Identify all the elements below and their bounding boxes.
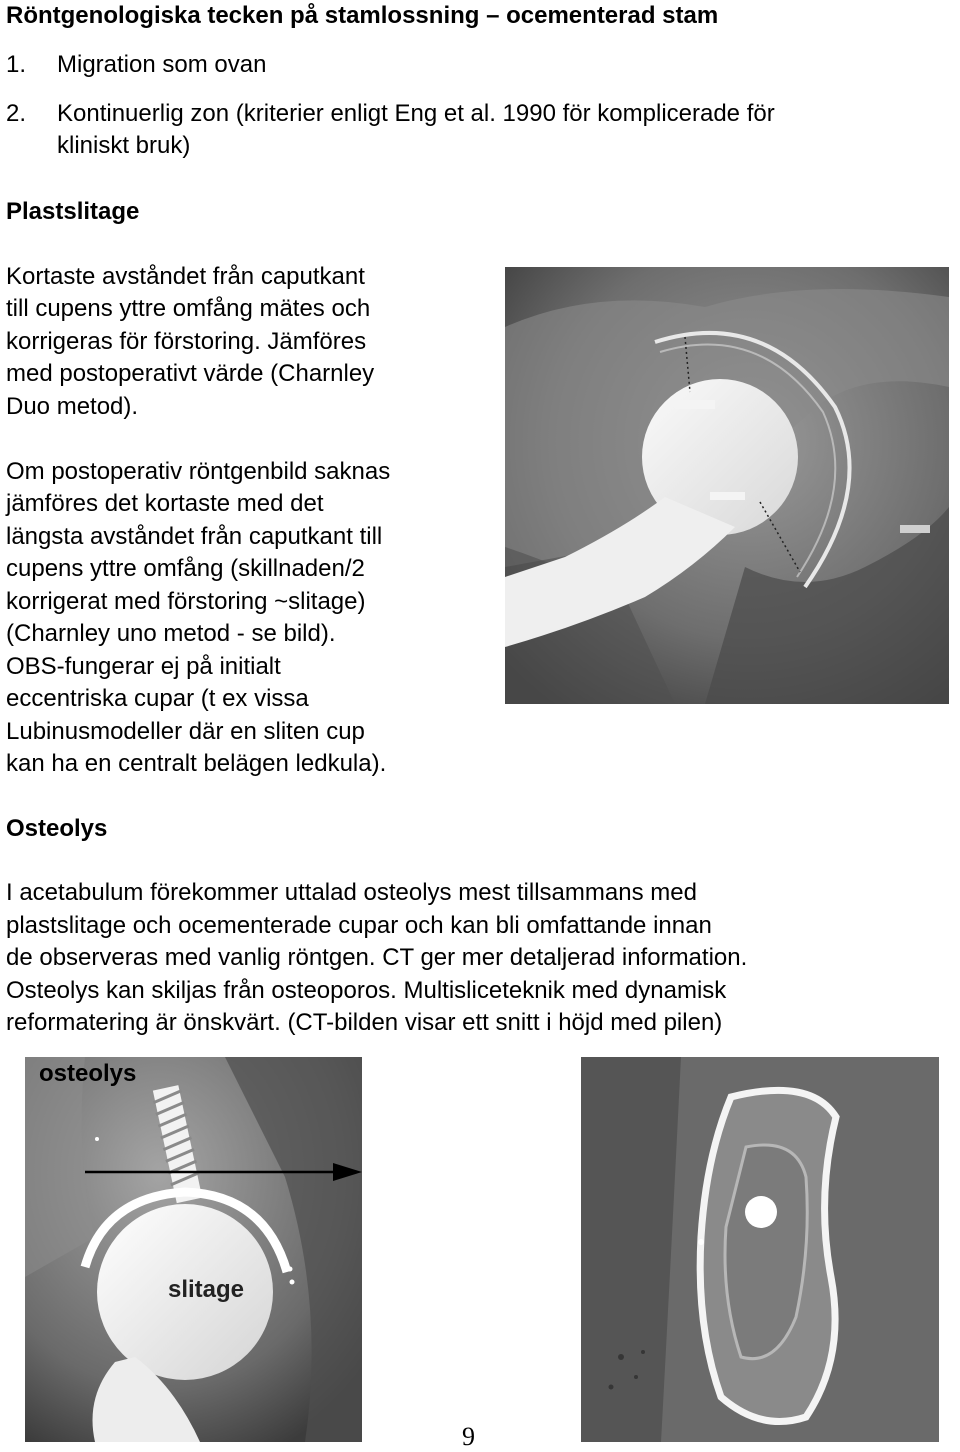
text-line: jämföres det kortaste med det [6, 490, 324, 517]
text-line: till cupens yttre omfång mätes och [6, 295, 371, 322]
list-item-2-line1: Kontinuerlig zon (kriterier enligt Eng et al. 1990 för komplicerade för [57, 100, 775, 127]
text-line: korrigerat med förstoring ~slitage) [6, 588, 366, 615]
label-slitage: slitage [168, 1276, 245, 1303]
text-line: Duo metod). [6, 393, 139, 420]
text-line: Kortaste avståndet från caputkant [6, 263, 365, 290]
label-osteolys: osteolys [39, 1060, 137, 1087]
ct-scan-image [581, 1057, 939, 1442]
text-line: (Charnley uno metod - se bild). [6, 620, 336, 647]
text-line: eccentriska cupar (t ex vissa [6, 685, 309, 712]
list-item-1: Migration som ovan [57, 51, 267, 78]
text-line: med postoperativt värde (Charnley [6, 360, 375, 387]
text-line: Lubinusmodeller där en sliten cup [6, 718, 365, 745]
section-title-osteolys: Osteolys [6, 815, 108, 842]
text-line: I acetabulum förekommer uttalad osteolys mest tillsammans med [6, 879, 697, 906]
list-number-2: 2. [6, 100, 27, 127]
text-line: kan ha en centralt belägen ledkula). [6, 750, 387, 777]
section-title-plastslitage: Plastslitage [6, 198, 140, 225]
text-line: Osteolys kan skiljas från osteoporos. Multisliceteknik med dynamisk [6, 977, 727, 1004]
list-number-1: 1. [6, 51, 27, 78]
text-line: plastslitage och ocementerade cupar och kan bli omfattande innan [6, 912, 712, 939]
xray-osteolys-image [25, 1057, 362, 1442]
text-line: OBS-fungerar ej på initialt [6, 653, 281, 680]
text-line: de observeras med vanlig röntgen. CT ger mer detaljerad information. [6, 944, 748, 971]
xray-hip-wear-image [505, 267, 949, 704]
text-line: cupens yttre omfång (skillnaden/2 [6, 555, 365, 582]
list-item-2-line2: kliniskt bruk) [57, 132, 191, 159]
text-line: längsta avståndet från caputkant till [6, 523, 383, 550]
section-title-stamlossning: Röntgenologiska tecken på stamlossning – ocementerad stam [6, 2, 719, 29]
text-line: Om postoperativ röntgenbild saknas [6, 458, 391, 485]
page-number: 9 [462, 1422, 475, 1451]
text-line: korrigeras för förstoring. Jämföres [6, 328, 367, 355]
text-line: reformatering är önskvärt. (CT-bilden visar ett snitt i höjd med pilen) [6, 1009, 723, 1036]
